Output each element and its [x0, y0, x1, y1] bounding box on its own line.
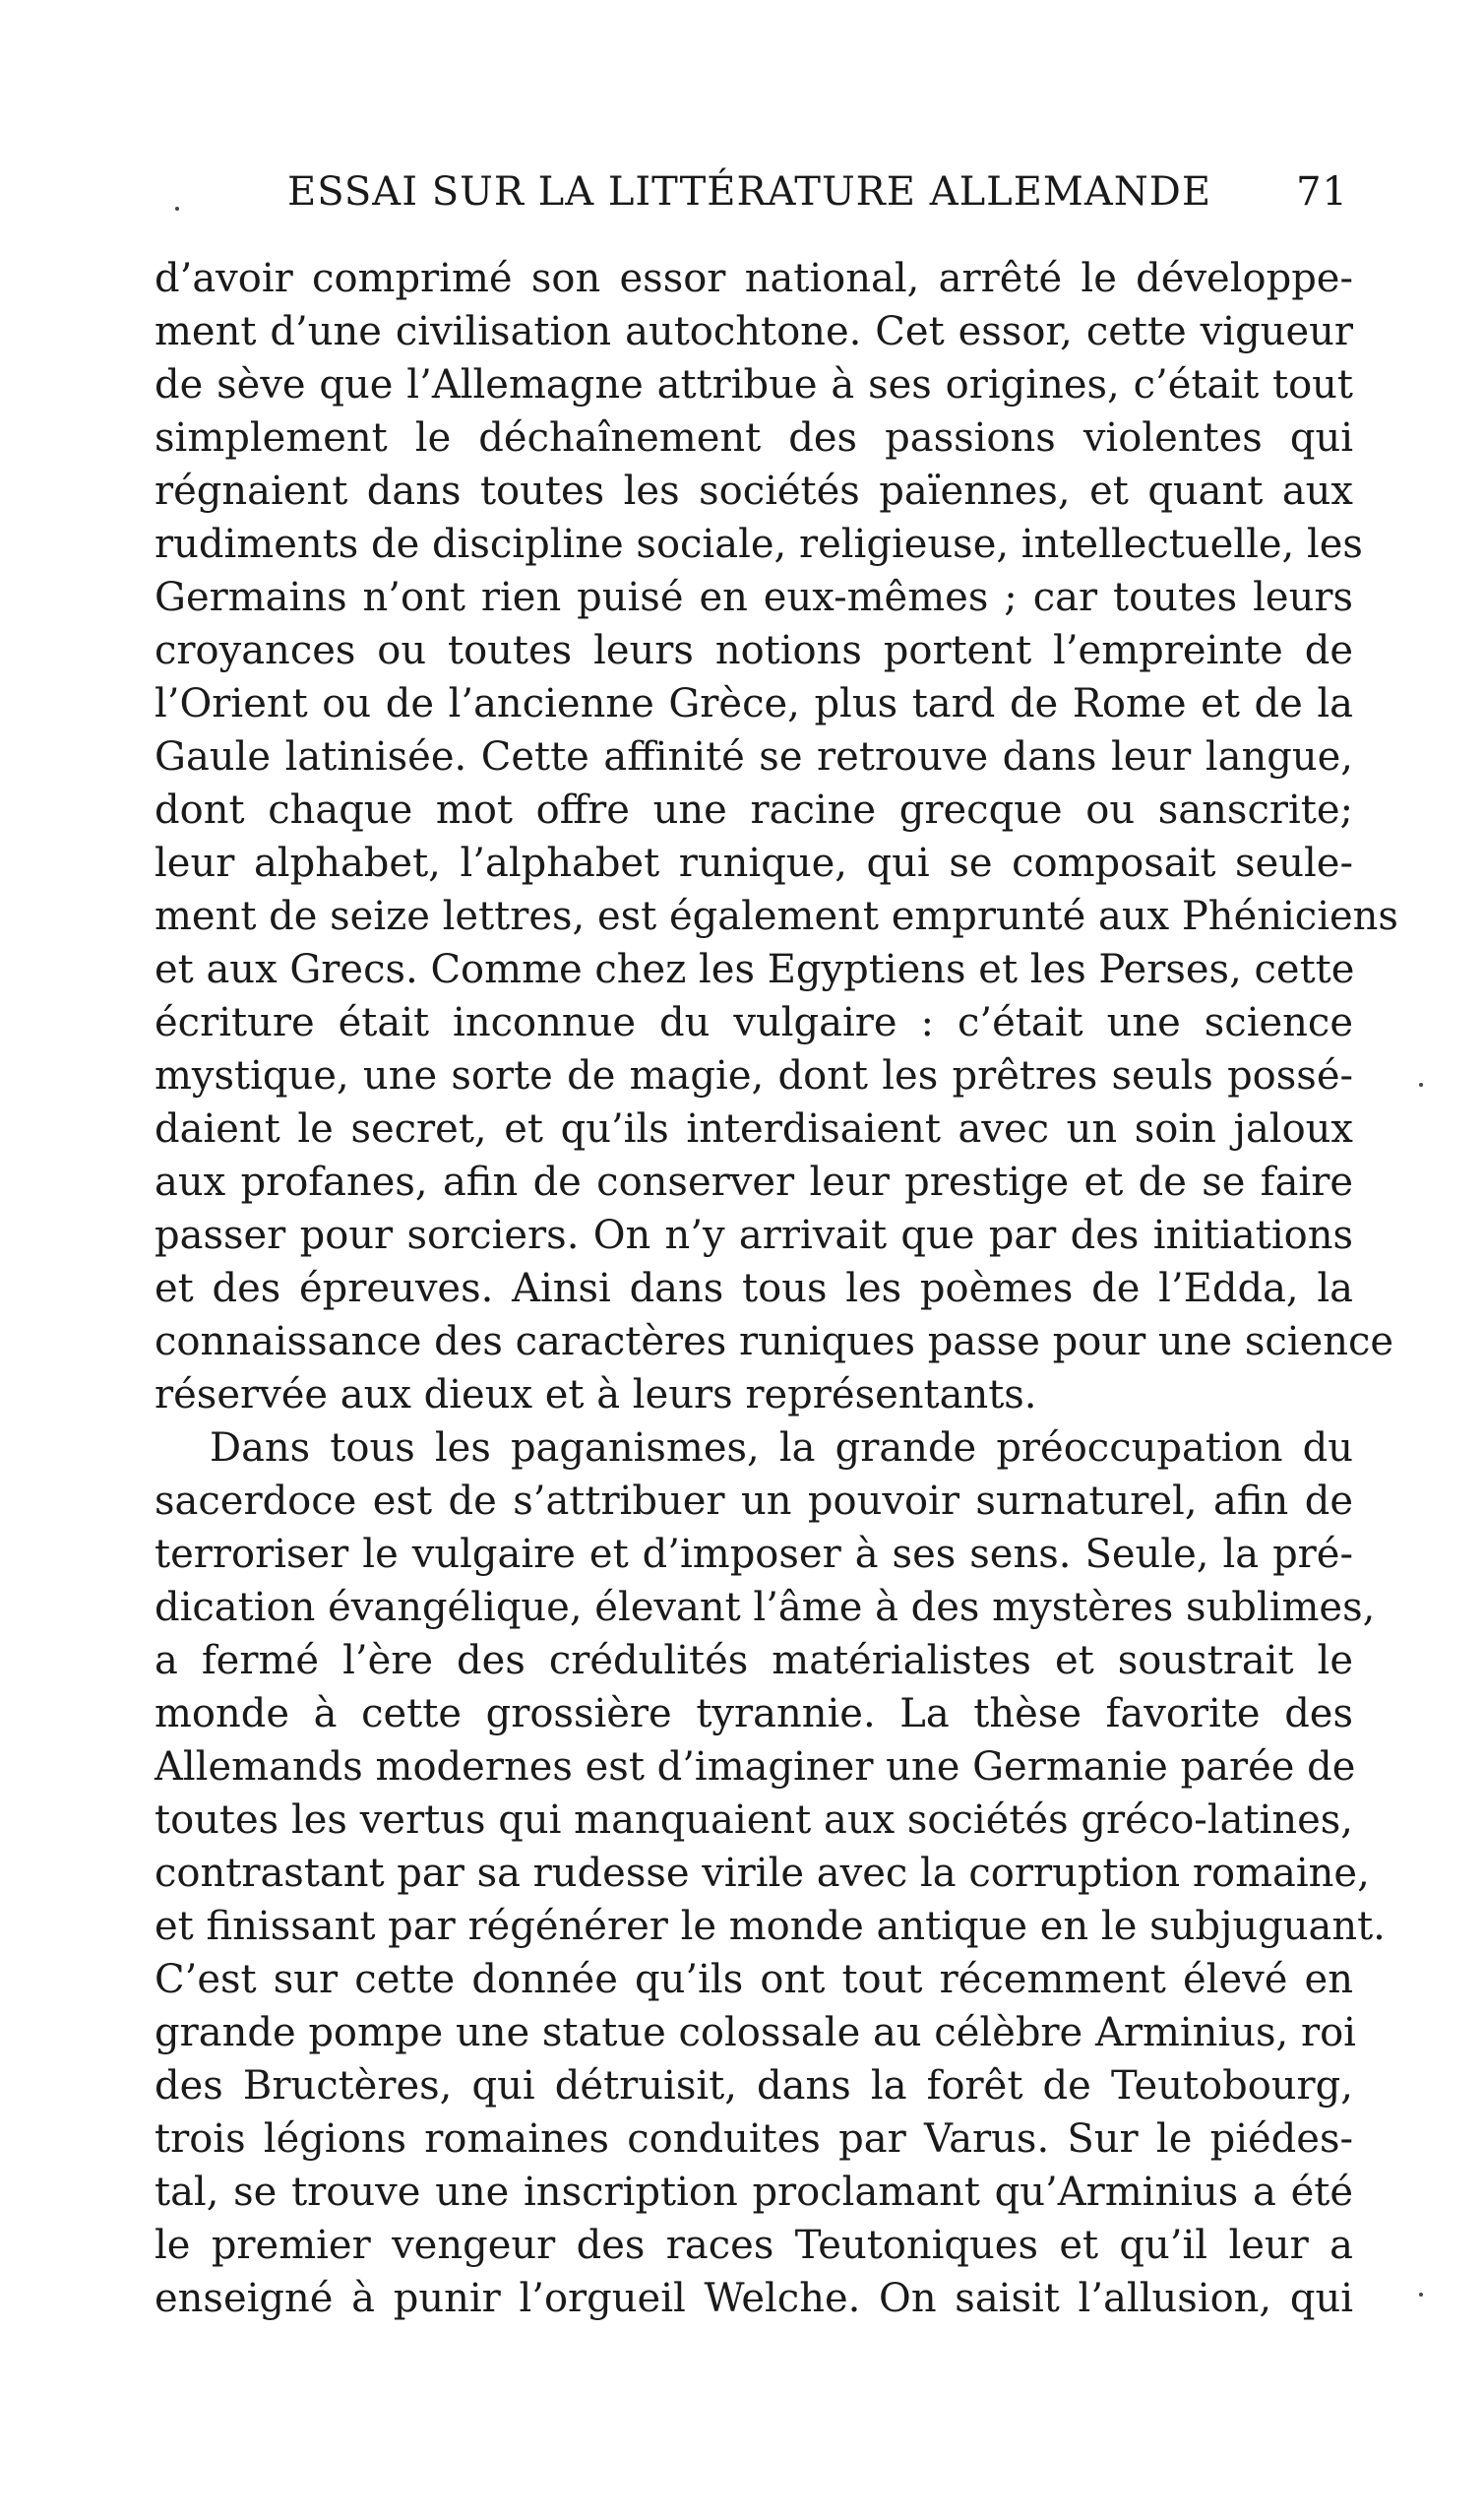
text-line: des Bructères, qui détruisit, dans la forêt de Teutobourg, — [155, 2063, 1353, 2109]
text-line: et aux Grecs. Comme chez les Egyptiens et les Perses, cette — [155, 947, 1355, 992]
text-line: aux profanes, afin de conserver leur prestige et de se faire — [155, 1160, 1353, 1205]
text-line: monde à cette grossière tyrannie. La thèse favorite des — [155, 1691, 1353, 1736]
text-line: rudiments de discipline sociale, religieuse, intellectuelle, les — [155, 522, 1363, 567]
text-line: sacerdoce est de s’attribuer un pouvoir surnaturel, afin de — [155, 1479, 1353, 1524]
text-line: Germains n’ont rien puisé en eux-mêmes ; car toutes leurs — [155, 575, 1353, 620]
body-text — [155, 252, 1398, 2325]
text-line: dication évangélique, élevant l’âme à des mystères sublimes, — [155, 1585, 1376, 1630]
text-line: terroriser le vulgaire et d’imposer à ses sens. Seule, la pré- — [155, 1532, 1353, 1577]
text-line: d’avoir comprimé son essor national, arrêté le développe- — [155, 256, 1353, 301]
text-line: Allemands modernes est d’imaginer une Germanie parée de — [155, 1744, 1356, 1790]
text-line: de sève que l’Allemagne attribue à ses origines, c’était tout — [155, 362, 1353, 408]
text-line: et finissant par régénérer le monde antique en le subjuguant. — [155, 1904, 1386, 1949]
text-line: C’est sur cette donnée qu’ils ont tout récemment élevé en — [155, 1957, 1353, 2002]
text-line: régnaient dans toutes les sociétés païennes, et quant aux — [155, 469, 1353, 514]
text-line: croyances ou toutes leurs notions portent l’empreinte de — [155, 628, 1353, 673]
text-line: le premier vengeur des races Teutoniques et qu’il leur a — [155, 2223, 1353, 2268]
text-line: trois légions romaines conduites par Varus. Sur le piédes- — [155, 2116, 1353, 2162]
text-line: Dans tous les paganismes, la grande préoccupation du — [210, 1425, 1353, 1471]
text-line: ment d’une civilisation autochtone. Cet essor, cette vigueur — [155, 309, 1353, 354]
text-line: connaissance des caractères runiques passe pour une science — [155, 1319, 1394, 1364]
text-line: et des épreuves. Ainsi dans tous les poèmes de l’Edda, la — [155, 1266, 1353, 1311]
running-head — [197, 169, 1348, 228]
text-line: ment de seize lettres, est également emprunté aux Phéniciens — [155, 894, 1398, 939]
text-line: l’Orient ou de l’ancienne Grèce, plus tard de Rome et de la — [155, 681, 1353, 726]
speck-mark — [175, 207, 179, 211]
text-line: daient le secret, et qu’ils interdisaient avec un soin jaloux — [155, 1106, 1353, 1152]
text-line: écriture était inconnue du vulgaire : c’était une science — [155, 1000, 1353, 1045]
running-title: ESSAI SUR LA LITTÉRATURE ALLEMANDE — [287, 169, 1212, 215]
text-line: a fermé l’ère des crédulités matérialistes et soustrait le — [155, 1638, 1353, 1683]
text-line: simplement le déchaînement des passions violentes qui — [155, 415, 1353, 461]
page-number: 71 — [1296, 169, 1348, 215]
paragraph-1 — [155, 252, 1398, 1421]
text-line: dont chaque mot offre une racine grecque ou sanscrite; — [155, 788, 1353, 833]
text-line: mystique, une sorte de magie, dont les prêtres seuls possé- — [155, 1053, 1353, 1099]
text-line: toutes les vertus qui manquaient aux sociétés gréco-latines, — [155, 1797, 1353, 1843]
text-line: contrastant par sa rudesse virile avec la corruption romaine, — [155, 1851, 1370, 1896]
text-line: Gaule latinisée. Cette affinité se retrouve dans leur langue, — [155, 734, 1353, 780]
text-line: enseigné à punir l’orgueil Welche. On saisit l’allusion, qui — [155, 2276, 1353, 2321]
text-line: réservée aux dieux et à leurs représentants. — [155, 1372, 1037, 1418]
text-line: passer pour sorciers. On n’y arrivait que par des initiations — [155, 1213, 1353, 1258]
text-line: tal, se trouve une inscription proclamant qu’Arminius a été — [155, 2170, 1353, 2215]
speck-mark — [1419, 1083, 1423, 1087]
speck-mark — [1419, 2293, 1423, 2297]
text-line: grande pompe une statue colossale au célèbre Arminius, roi — [155, 2010, 1356, 2055]
text-line: leur alphabet, l’alphabet runique, qui se composait seule- — [155, 841, 1353, 886]
paragraph-2 — [155, 1421, 1386, 2325]
